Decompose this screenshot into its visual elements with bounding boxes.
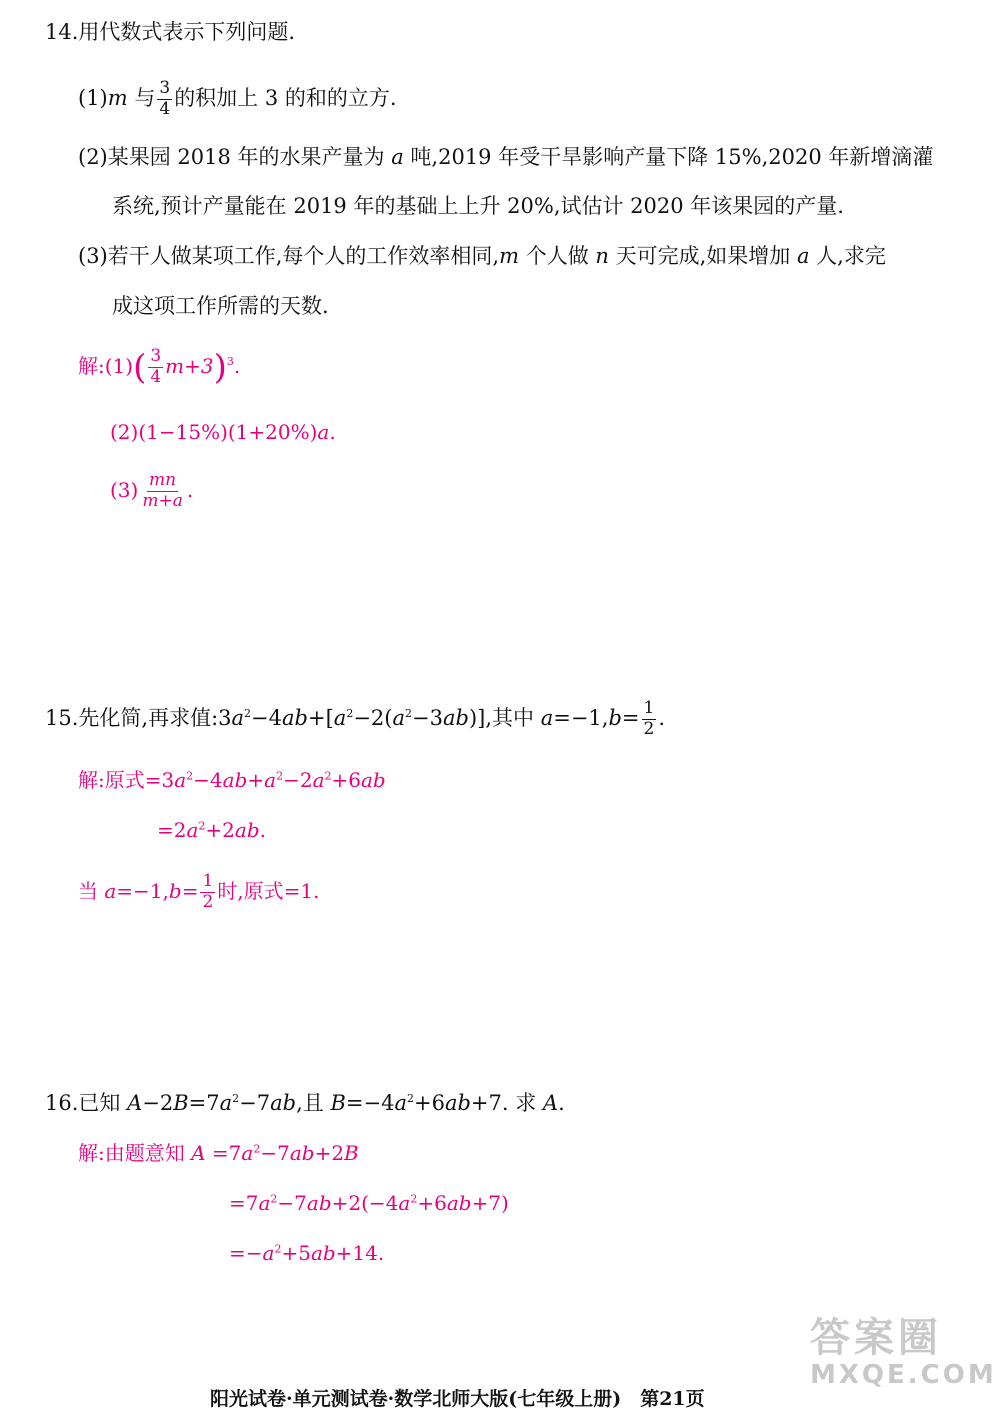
watermark-top: 答案圈: [810, 1315, 942, 1361]
q16-answer-1: 解:由题意知 $A =7a^2-7ab+2B$: [78, 1141, 359, 1165]
watermark-bottom: MXQE.COM: [810, 1360, 997, 1390]
q16-answer-2: $=7a^2-7ab+2(-4a^2+6ab+7)$: [229, 1191, 509, 1215]
q15-answer-2: $=2a^2+2ab$.: [157, 818, 266, 842]
q14-answer-3: (3) $\frac{mn}{m+a}$ .: [110, 470, 194, 511]
q15-answer-1: 解:原式$=3a^2-4ab+a^2-2a^2+6ab$: [78, 768, 386, 792]
fraction-one-half: $\frac{1}{2}$: [643, 698, 655, 739]
fraction-three-quarters: $\frac{3}{4}$: [150, 346, 162, 387]
q15-title: 15.先化简,再求值$:3a^2-4ab+[a^2-2(a^2-3ab)]$,其中 a=−1,b= $\frac{1}{2}$ .: [45, 698, 666, 739]
fraction-three-quarters: $\frac{3}{4}$: [159, 78, 171, 119]
q15-answer-3: 当 a=−1,b= $\frac{1}{2}$ 时,原式=1.: [78, 871, 320, 912]
q14-part2-line2: 系统,预计产量能在 2019 年的基础上上升 20%,试估计 2020 年该果园的产量.: [112, 194, 844, 218]
q16-answer-3: $=-a^2+5ab+14$.: [229, 1241, 385, 1265]
q14-part2-line1: (2)某果园 2018 年的水果产量为 a 吨,2019 年受干旱影响产量下降 15%,2020 年新增滴灌: [78, 145, 934, 169]
fraction-one-half: $\frac{1}{2}$: [202, 871, 214, 912]
q14-part3-line1: (3)若干人做某项工作,每个人的工作效率相同,m 个人做 n 天可完成,如果增加 a 人,求完: [78, 244, 886, 268]
q14-answer-2: (2)(1−15%)(1+20%)a.: [110, 420, 336, 444]
watermark-logo: [810, 1315, 997, 1413]
q14-part1: (1)m 与 $\frac{3}{4}$ 的积加上 3 的和的立方.: [78, 78, 397, 119]
q14-answer-1: 解:(1)( $\frac{3}{4}$ m+3)$^3$.: [78, 346, 241, 388]
q14-title: 14.用代数式表示下列问题.: [45, 20, 296, 44]
fraction-mn-over-m-plus-a: $\frac{mn}{m+a}$: [142, 470, 183, 511]
q14-part3-line2: 成这项工作所需的天数.: [112, 294, 329, 318]
page-footer: 阳光试卷·单元测试卷·数学北师大版(七年级上册) 第21页: [210, 1388, 705, 1410]
q16-title: 16.已知 $A-2B=7a^2-7ab$,且 $B=-4a^2+6ab+7$. 求 A.: [45, 1091, 565, 1115]
